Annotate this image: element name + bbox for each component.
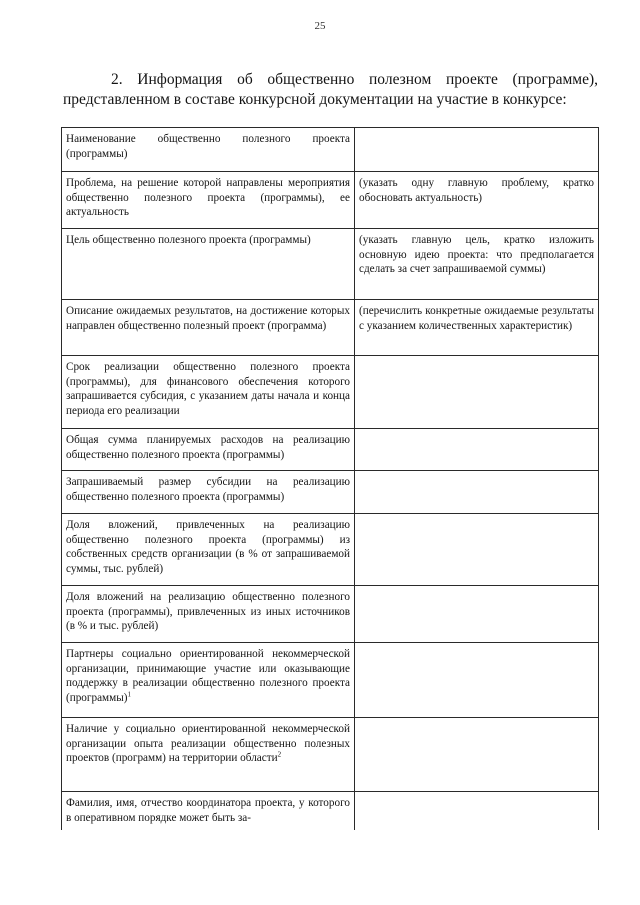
section-heading: 2. Информация об общественно полезном проекте (программе), представленном в составе конкурсной документации на участие в конкурсе:: [63, 71, 598, 108]
row-label: [62, 229, 355, 300]
page-number: 25: [314, 20, 326, 32]
row-value: [355, 356, 599, 429]
row-label-text: Проблема, на решение которой направлены мероприятия общественно полезного проекта (программы), ее актуальность: [66, 177, 350, 219]
row-label: [62, 128, 355, 172]
row-label-text: Доля вложений, привлеченных на реализацию общественно полезного проекта (программы) из собственных средств организации (в % от запрашиваемой суммы, тыс. рублей): [66, 519, 350, 575]
footnote-marker: 2: [277, 750, 282, 759]
row-label-text: Наименование общественно полезного проекта (программы): [66, 133, 350, 160]
row-label-text: Доля вложений на реализацию общественно полезного проекта (программы), привлеченных из иных источников (в % и тыс. рублей): [66, 591, 350, 633]
row-label-text: Партнеры социально ориентированной некоммерческой организации, принимающие участие или оказывающие поддержку в реализации общественно полезного проекта (программы): [66, 648, 350, 704]
footnote-marker: 1: [127, 690, 131, 699]
table-row: [62, 356, 599, 429]
table-row: [62, 471, 599, 514]
table-row: [62, 172, 599, 229]
row-label-text: Фамилия, имя, отчество координатора проекта, у которого в оперативном порядке может быть за-: [66, 797, 350, 824]
row-label: [62, 172, 355, 229]
row-value: [355, 429, 599, 471]
row-label: [62, 718, 355, 792]
row-label: [62, 356, 355, 429]
row-label-text: Общая сумма планируемых расходов на реализацию общественно полезного проекта (программы): [66, 434, 350, 461]
table-row: [62, 643, 599, 718]
row-label: [62, 792, 355, 830]
row-label-text: Описание ожидаемых результатов, на достижение которых направлен общественно полезный проект (программа): [66, 305, 350, 332]
row-label: [62, 586, 355, 643]
row-value: [355, 792, 599, 830]
row-label-text: Цель общественно полезного проекта (программы): [66, 234, 311, 246]
row-label-text: Запрашиваемый размер субсидии на реализацию общественно полезного проекта (программы): [66, 476, 350, 503]
row-value: [355, 643, 599, 718]
table-row: [62, 514, 599, 586]
row-value: [355, 718, 599, 792]
table-row: [62, 718, 599, 792]
row-value: [355, 172, 599, 229]
row-label-text: Срок реализации общественно полезного проекта (программы), для финансового обеспечения которого запрашивается субсидия, с указанием даты начала и конца периода его реализации: [66, 361, 350, 417]
table-row: [62, 300, 599, 356]
table-row: [62, 792, 599, 830]
table-row: [62, 128, 599, 172]
row-value: [355, 586, 599, 643]
row-value-text: (перечислить конкретные ожидаемые результаты с указанием количественных характеристик): [359, 305, 594, 332]
row-label: [62, 300, 355, 356]
row-value: [355, 471, 599, 514]
row-value: [355, 128, 599, 172]
row-label: [62, 471, 355, 514]
row-label: [62, 514, 355, 586]
row-value: [355, 300, 599, 356]
project-info-table: [61, 127, 599, 830]
row-value: [355, 229, 599, 300]
table-row: [62, 586, 599, 643]
row-value-text: (указать главную цель, кратко изложить основную идею проекта: что предполагается сделать за счет запрашиваемой суммы): [359, 234, 594, 276]
row-value-text: (указать одну главную проблему, кратко обосновать актуальность): [359, 177, 594, 204]
row-label: [62, 643, 355, 718]
row-label: [62, 429, 355, 471]
table-row: [62, 229, 599, 300]
row-label-text: Наличие у социально ориентированной некоммерческой организации опыта реализации общественно полезных проектов (программ) на территории области: [66, 723, 350, 765]
row-value: [355, 514, 599, 586]
table-row: [62, 429, 599, 471]
